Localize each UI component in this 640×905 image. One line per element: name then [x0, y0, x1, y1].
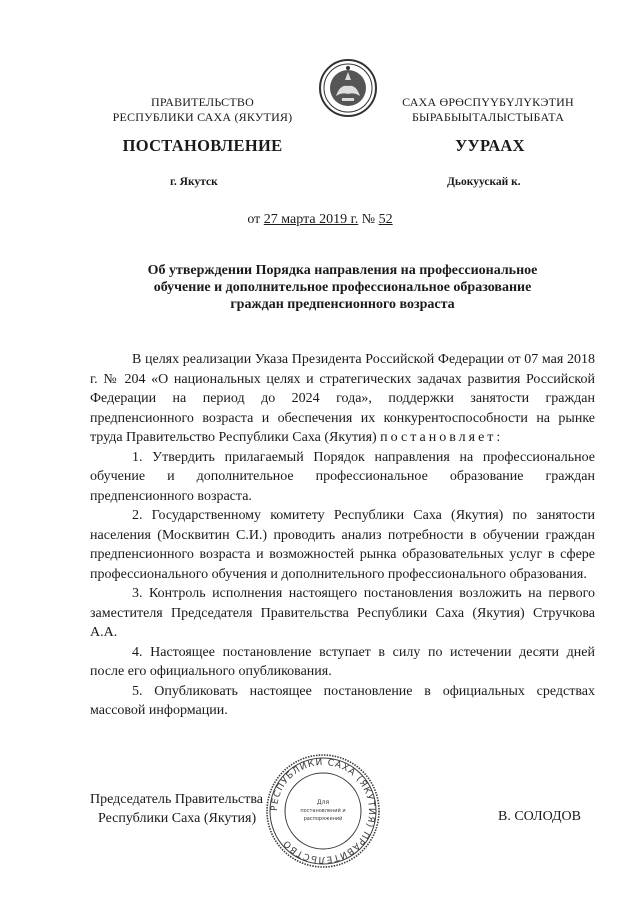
seal-ring-text: РЕСПУБЛИКИ САХА (ЯКУТИЯ) ПРАВИТЕЛЬСТВО [269, 757, 377, 865]
subject-line1: Об утверждении Порядка направления на профессиональное [147, 263, 538, 278]
doc-type-title-sah: УУРААХ [455, 136, 525, 155]
subject-line3: граждан предпенсионного возраста [230, 297, 455, 312]
seal-center-line1: Для [316, 799, 330, 806]
subject-line2: обучение и дополнительное профессиональное образование [153, 280, 532, 295]
header-left-line1: ПРАВИТЕЛЬСТВО [151, 95, 254, 109]
header-right-line1: САХА ӨРӨСПҮҮБҮЛҮКЭТИН [402, 95, 574, 109]
document-body [90, 350, 595, 721]
header-right-line2: БЫРАБЫЫТАЛЫСТЫБАТА [411, 110, 565, 124]
body-item-4: 4. Настоящее постановление вступает в силу по истечении десяти дней после его официального опубликования. [90, 644, 595, 679]
header-right [388, 95, 588, 125]
body-item-5: 5. Опубликовать настоящее постановление в официальных средствах массовой информации. [90, 683, 595, 718]
document-number: 52 [378, 212, 393, 227]
signatory-name: В. СОЛОДОВ [498, 809, 581, 824]
intro-text: В целях реализации Указа Президента Российской Федерации от 07 мая 2018 г. № 204 «О национальных целях и стратегических задачах развития Российской Федерации на период до 2024 года», поддержки занятости граждан предпенсионного возраста и обеспечения их конкурентоспособности на рынке труда Правительство Республики Саха (Якутия) [90, 352, 595, 445]
number-sign: № [361, 212, 376, 227]
seal-center-line2: постановлений и [300, 808, 346, 814]
date-prefix: от [247, 212, 261, 227]
document-subject [90, 262, 595, 313]
seal-center-line3: распоряжений [303, 816, 343, 822]
body-item-3: 3. Контроль исполнения настоящего постановления возложить на первого заместителя Председателя Правительства Республики Саха (Якутия) Стручкова А.А. [90, 586, 595, 640]
doc-type-title-ru: ПОСТАНОВЛЕНИЕ [122, 136, 283, 155]
date-line [0, 212, 640, 228]
city-ru: г. Якутск [170, 176, 218, 188]
city-sah: Дьокуускай к. [447, 176, 521, 188]
coat-of-arms-emblem [318, 58, 378, 118]
body-intro [90, 350, 595, 448]
signatory-line2: Республики Саха (Якутия) [98, 811, 257, 826]
header-left [100, 95, 305, 125]
official-seal-stamp [264, 752, 382, 870]
header-left-line2: РЕСПУБЛИКИ САХА (ЯКУТИЯ) [112, 110, 293, 124]
signatory-title [90, 790, 263, 828]
body-item-2: 2. Государственному комитету Республики Саха (Якутия) по занятости населения (Москвитин С.И.) проводить анализ потребности в обучении граждан предпенсионного возраста и возможностей рынка образовательных услуг в сфере профессионального обучения и дополнительного профессионального образования. [90, 508, 595, 582]
intro-keyword: постановляет: [380, 430, 504, 445]
body-item-1: 1. Утвердить прилагаемый Порядок направления на профессиональное обучение и дополнительное профессиональное образование граждан предпенсионного возраста. [90, 449, 595, 504]
signatory-line1: Председатель Правительства [90, 792, 263, 807]
document-date: 27 марта 2019 г. [263, 212, 359, 227]
